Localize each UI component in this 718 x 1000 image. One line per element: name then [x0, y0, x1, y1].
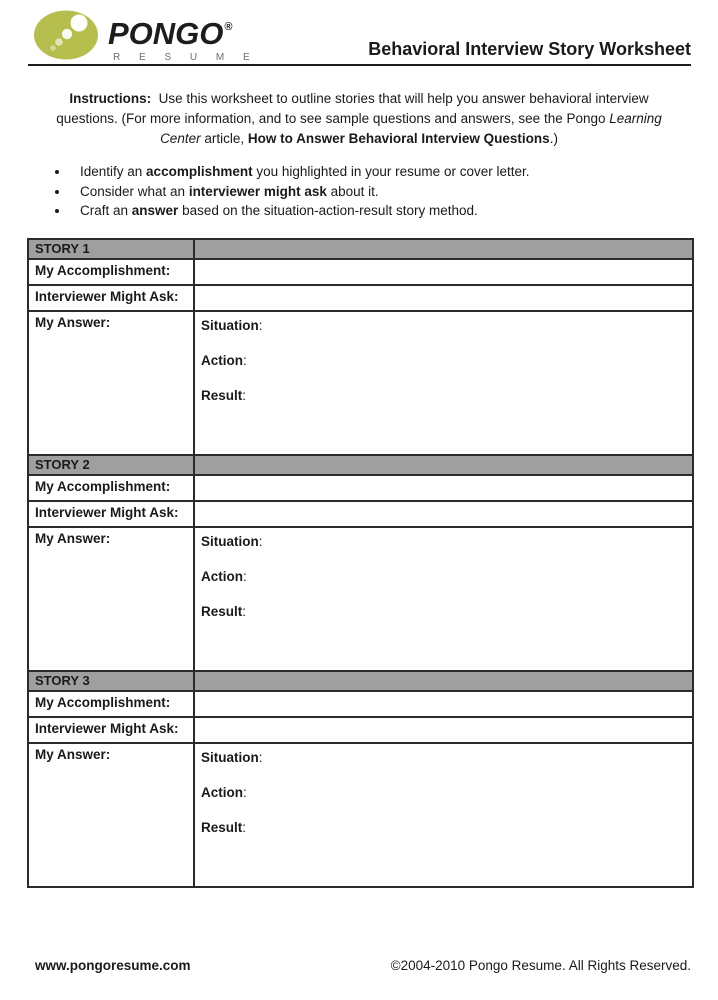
- logo-brand-text: PONGO®: [108, 16, 233, 51]
- accomplishment-input-area: [194, 259, 693, 285]
- logo-bubbles-icon: [33, 9, 99, 61]
- copyright-text: ©2004-2010 Pongo Resume. All Rights Reserved.: [390, 958, 691, 973]
- action-label: Action:: [201, 353, 247, 368]
- accomplishment-label: My Accomplishment:: [28, 259, 194, 285]
- story3-accomplishment-row: [28, 691, 693, 717]
- accomplishment-label: My Accomplishment:: [28, 475, 194, 501]
- action-label: Action:: [201, 785, 247, 800]
- story2-header-spacer: [194, 455, 693, 475]
- answer-label: My Answer:: [28, 743, 194, 887]
- logo-sub-text: R E S U M E: [113, 52, 258, 63]
- document-footer: [35, 958, 691, 973]
- answer-input-area: [194, 311, 693, 455]
- story1-header-row: [28, 239, 693, 259]
- answer-label: My Answer:: [28, 311, 194, 455]
- bullet-item-interviewer: • Consider what an interviewer might ask about it.: [70, 182, 529, 202]
- story1-interviewer-row: [28, 285, 693, 311]
- pongo-logo: [33, 9, 258, 63]
- story3-header-row: [28, 671, 693, 691]
- page-title: Behavioral Interview Story Worksheet: [368, 39, 691, 59]
- result-label: Result:: [201, 820, 247, 835]
- story2-interviewer-row: [28, 501, 693, 527]
- story2-answer-row: [28, 527, 693, 671]
- bullet-list: [44, 162, 529, 221]
- answer-label: My Answer:: [28, 527, 194, 671]
- interviewer-input-area: [194, 717, 693, 743]
- story1-header-spacer: [194, 239, 693, 259]
- story3-answer-row: [28, 743, 693, 887]
- interviewer-label: Interviewer Might Ask:: [28, 501, 194, 527]
- result-label: Result:: [201, 388, 247, 403]
- bullet-item-accomplishment: • Identify an accomplishment you highlighted in your resume or cover letter.: [70, 162, 529, 182]
- interviewer-label: Interviewer Might Ask:: [28, 717, 194, 743]
- registered-mark: ®: [224, 21, 233, 33]
- interviewer-label: Interviewer Might Ask:: [28, 285, 194, 311]
- accomplishment-input-area: [194, 691, 693, 717]
- situation-label: Situation:: [201, 318, 263, 333]
- bullet-item-answer: • Craft an answer based on the situation-action-result story method.: [70, 201, 529, 221]
- story-worksheet-table: [27, 238, 694, 888]
- story2-accomplishment-row: [28, 475, 693, 501]
- website-link[interactable]: www.pongoresume.com: [35, 958, 191, 973]
- story3-header-spacer: [194, 671, 693, 691]
- result-label: Result:: [201, 604, 247, 619]
- situation-label: Situation:: [201, 534, 263, 549]
- action-label: Action:: [201, 569, 247, 584]
- logo-wordmark: [108, 9, 258, 63]
- interviewer-input-area: [194, 285, 693, 311]
- story1-title: STORY 1: [28, 239, 194, 259]
- situation-label: Situation:: [201, 750, 263, 765]
- story3-title: STORY 3: [28, 671, 194, 691]
- document-header: [28, 0, 691, 66]
- interviewer-input-area: [194, 501, 693, 527]
- story1-answer-row: [28, 311, 693, 455]
- answer-input-area: [194, 527, 693, 671]
- story3-interviewer-row: [28, 717, 693, 743]
- instructions-paragraph: Instructions: Use this worksheet to outline stories that will help you answer behavioral interview questions. (For more information, and to see sample questions and answers, see the Pongo Learning Center article, How to Answer Behavioral Interview Questions.): [56, 91, 662, 146]
- story2-header-row: [28, 455, 693, 475]
- accomplishment-input-area: [194, 475, 693, 501]
- story2-title: STORY 2: [28, 455, 194, 475]
- accomplishment-label: My Accomplishment:: [28, 691, 194, 717]
- answer-input-area: [194, 743, 693, 887]
- story1-accomplishment-row: [28, 259, 693, 285]
